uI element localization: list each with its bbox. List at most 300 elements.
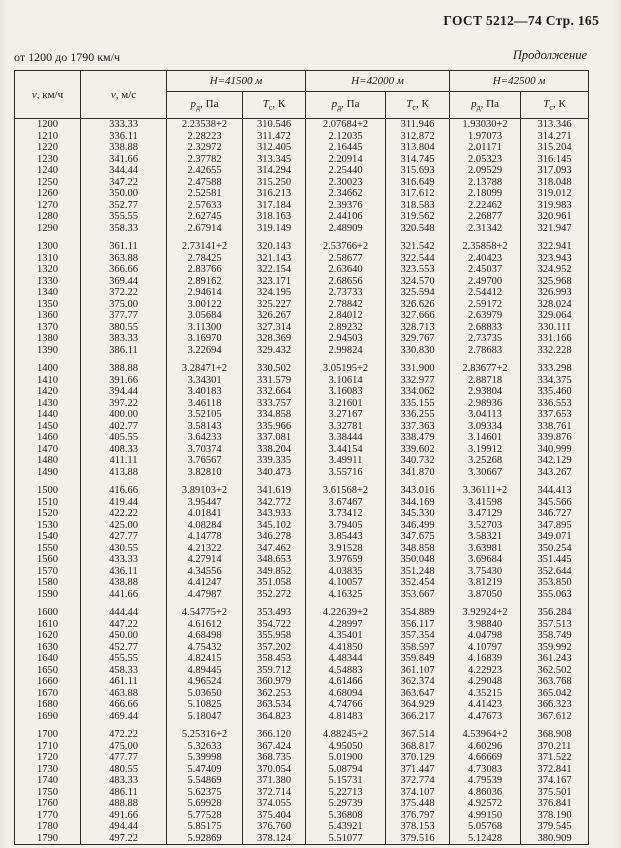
temperature-symbol: Т bbox=[262, 97, 269, 110]
table-cell: 347.22 bbox=[81, 177, 167, 189]
table-cell: 3.30667 bbox=[450, 467, 521, 479]
table-cell: 313.345 bbox=[243, 154, 306, 166]
table-row bbox=[15, 386, 589, 398]
table-cell: 391.66 bbox=[81, 375, 167, 387]
table-cell: 350.00 bbox=[81, 188, 167, 200]
pressure-subscript: д bbox=[476, 103, 481, 113]
table-cell: 3.41598 bbox=[450, 497, 521, 509]
table-cell: 4.75432 bbox=[167, 642, 243, 654]
table-cell: 359.849 bbox=[386, 653, 450, 665]
table-cell: 323.943 bbox=[521, 253, 589, 265]
table-cell: 336.553 bbox=[521, 398, 589, 410]
table-cell: 1350 bbox=[37, 298, 58, 310]
table-cell: 375.448 bbox=[386, 798, 450, 810]
table-cell: 1.93030+2 bbox=[450, 119, 521, 131]
table-cell: 3.36111+2 bbox=[450, 485, 521, 497]
table-cell: 372.22 bbox=[81, 287, 167, 299]
temperature-unit: , К bbox=[552, 97, 566, 110]
table-cell: 1400 bbox=[37, 363, 58, 374]
table-row bbox=[15, 241, 589, 253]
table-cell: 1690 bbox=[37, 710, 58, 722]
table-cell: 359.992 bbox=[521, 642, 589, 654]
table-cell: 1460 bbox=[37, 432, 58, 443]
table-cell: 4.34556 bbox=[167, 566, 243, 578]
table-cell: 3.00122 bbox=[167, 299, 243, 311]
table-cell: 3.32781 bbox=[306, 421, 386, 433]
table-cell: 1210 bbox=[37, 130, 58, 142]
table-cell: 366.120 bbox=[243, 729, 306, 741]
table-cell: 342.129 bbox=[521, 455, 589, 467]
table-cell: 4.35215 bbox=[450, 688, 521, 700]
table-cell: 4.86036 bbox=[450, 787, 521, 799]
table-cell: 318.583 bbox=[386, 200, 450, 212]
table-cell: 4.66669 bbox=[450, 752, 521, 764]
table-cell: 1270 bbox=[37, 199, 58, 211]
table-cell: 341.66 bbox=[81, 154, 167, 166]
table-cell: 1490 bbox=[37, 466, 58, 478]
table-cell: 343.933 bbox=[243, 508, 306, 520]
table-cell: 376.841 bbox=[521, 798, 589, 810]
table-cell: 5.85175 bbox=[167, 821, 243, 833]
table-cell: 372.774 bbox=[386, 775, 450, 787]
table-cell: 4.61612 bbox=[167, 619, 243, 631]
table-cell: 1620 bbox=[37, 630, 58, 641]
table-cell: 3.05684 bbox=[167, 310, 243, 322]
table-cell: 357.513 bbox=[521, 619, 589, 631]
table-cell: 2.44106 bbox=[306, 211, 386, 223]
table-cell: 368.908 bbox=[521, 729, 589, 741]
speed-kmh-unit: , км/ч bbox=[36, 88, 64, 101]
table-cell: 377.77 bbox=[81, 310, 167, 322]
table-cell: 338.204 bbox=[243, 444, 306, 456]
table-cell: 494.44 bbox=[81, 821, 167, 833]
table-cell: 413.88 bbox=[81, 467, 167, 479]
table-cell: 362.374 bbox=[386, 676, 450, 688]
temperature-subscript: с bbox=[268, 103, 273, 113]
table-row bbox=[15, 322, 589, 334]
table-cell: 1560 bbox=[37, 554, 58, 565]
table-row bbox=[15, 200, 589, 212]
table-row bbox=[15, 287, 589, 299]
table-cell: 472.22 bbox=[81, 729, 167, 741]
table-cell: 4.28997 bbox=[306, 619, 386, 631]
table-cell: 353.667 bbox=[386, 589, 450, 601]
table-cell: 2.68833 bbox=[450, 322, 521, 334]
table-cell: 338.479 bbox=[386, 432, 450, 444]
table-cell: 3.63981 bbox=[450, 543, 521, 555]
table-cell: 3.34301 bbox=[167, 375, 243, 387]
table-cell: 1260 bbox=[37, 188, 58, 199]
table-cell: 1360 bbox=[37, 310, 58, 321]
table-cell: 3.95447 bbox=[167, 497, 243, 509]
group-header-h41500: Н=41500 м bbox=[167, 71, 306, 92]
table-cell: 370.129 bbox=[386, 752, 450, 764]
table-cell: 4.27914 bbox=[167, 554, 243, 566]
table-cell: 350.048 bbox=[386, 554, 450, 566]
table-cell: 2.48909 bbox=[306, 223, 386, 235]
col-header-pressure-1 bbox=[167, 92, 243, 119]
table-cell: 1290 bbox=[37, 222, 58, 234]
table-cell: 334.375 bbox=[521, 375, 589, 387]
table-cell: 310.546 bbox=[243, 119, 306, 131]
table-cell: 438.88 bbox=[81, 577, 167, 589]
table-cell: 5.32633 bbox=[167, 741, 243, 753]
table-row bbox=[15, 752, 589, 764]
table-cell: 349.852 bbox=[243, 566, 306, 578]
table-cell: 353.850 bbox=[521, 577, 589, 589]
temperature-symbol: Т bbox=[543, 97, 550, 110]
table-cell: 358.597 bbox=[386, 642, 450, 654]
table-cell: 376.797 bbox=[386, 810, 450, 822]
table-row bbox=[15, 821, 589, 833]
table-cell: 2.49700 bbox=[450, 276, 521, 288]
table-cell: 2.23538+2 bbox=[167, 119, 243, 131]
table-cell: 5.92869 bbox=[167, 833, 243, 845]
table-cell: 2.78842 bbox=[306, 299, 386, 311]
table-row bbox=[15, 833, 589, 845]
table-cell: 319.012 bbox=[521, 188, 589, 200]
table-cell: 3.58143 bbox=[167, 421, 243, 433]
table-cell: 411.11 bbox=[81, 455, 167, 467]
table-cell: 3.09334 bbox=[450, 421, 521, 433]
table-cell: 2.26877 bbox=[450, 211, 521, 223]
table-row bbox=[15, 345, 589, 357]
table-cell: 315.204 bbox=[521, 142, 589, 154]
table-row bbox=[15, 711, 589, 723]
table-cell: 363.768 bbox=[521, 676, 589, 688]
table-cell: 480.55 bbox=[81, 764, 167, 776]
table-cell: 340.732 bbox=[386, 455, 450, 467]
table-cell: 372.841 bbox=[521, 764, 589, 776]
table-cell: 348.858 bbox=[386, 543, 450, 555]
table-cell: 323.553 bbox=[386, 264, 450, 276]
table-cell: 402.77 bbox=[81, 421, 167, 433]
table-cell: 5.36808 bbox=[306, 810, 386, 822]
table-row bbox=[15, 299, 589, 311]
table-cell: 356.117 bbox=[386, 619, 450, 631]
table-cell: 1480 bbox=[37, 455, 58, 466]
table-cell: 378.190 bbox=[521, 810, 589, 822]
table-cell: 1570 bbox=[37, 565, 58, 577]
table-cell: 3.46118 bbox=[167, 398, 243, 410]
table-cell: 3.67467 bbox=[306, 497, 386, 509]
group-gap bbox=[15, 722, 589, 729]
table-cell: 4.54883 bbox=[306, 665, 386, 677]
table-cell: 350.254 bbox=[521, 543, 589, 555]
table-cell: 328.024 bbox=[521, 299, 589, 311]
table-cell: 322.544 bbox=[386, 253, 450, 265]
temperature-subscript: с bbox=[412, 103, 416, 113]
table-cell: 368.817 bbox=[386, 741, 450, 753]
table-cell: 2.88718 bbox=[450, 375, 521, 387]
table-cell: 2.73735 bbox=[450, 333, 521, 345]
table-cell: 371.380 bbox=[243, 775, 306, 787]
table-cell: 347.462 bbox=[243, 543, 306, 555]
table-cell: 326.993 bbox=[521, 287, 589, 299]
temperature-unit: , К bbox=[272, 97, 286, 110]
speed-kmh-symbol: v bbox=[31, 88, 37, 101]
table-cell: 1760 bbox=[37, 798, 58, 809]
table-cell: 353.493 bbox=[243, 607, 306, 619]
table-body bbox=[15, 119, 589, 845]
table-cell: 361.243 bbox=[521, 653, 589, 665]
col-header-pressure-3 bbox=[450, 92, 521, 119]
table-row bbox=[15, 264, 589, 276]
table-cell: 400.00 bbox=[81, 409, 167, 421]
table-cell: 1430 bbox=[37, 397, 58, 409]
table-row bbox=[15, 764, 589, 776]
table-cell: 3.52105 bbox=[167, 409, 243, 421]
table-cell: 376.760 bbox=[243, 821, 306, 833]
table-cell: 337.363 bbox=[386, 421, 450, 433]
table-cell: 3.73412 bbox=[306, 508, 386, 520]
table-cell: 352.454 bbox=[386, 577, 450, 589]
table-cell: 416.66 bbox=[81, 485, 167, 497]
temperature-symbol: Т bbox=[406, 97, 413, 110]
table-cell: 3.61568+2 bbox=[306, 485, 386, 497]
table-cell: 320.548 bbox=[386, 223, 450, 235]
table-cell: 339.335 bbox=[243, 455, 306, 467]
table-cell: 5.12428 bbox=[450, 833, 521, 845]
table-cell: 364.823 bbox=[243, 711, 306, 723]
table-cell: 327.314 bbox=[243, 322, 306, 334]
table-cell: 2.99824 bbox=[306, 345, 386, 357]
table-cell: 318.048 bbox=[521, 177, 589, 189]
table-cell: 1720 bbox=[37, 752, 58, 763]
table-cell: 351.058 bbox=[243, 577, 306, 589]
table-cell: 5.51077 bbox=[306, 833, 386, 845]
table-cell: 332.228 bbox=[521, 345, 589, 357]
table-cell: 313.804 bbox=[386, 142, 450, 154]
table-cell: 3.79405 bbox=[306, 520, 386, 532]
table-cell: 2.62745 bbox=[167, 211, 243, 223]
table-cell: 329.767 bbox=[386, 333, 450, 345]
table-cell: 2.59172 bbox=[450, 299, 521, 311]
table-cell: 3.40183 bbox=[167, 386, 243, 398]
table-cell: 313.346 bbox=[521, 119, 589, 131]
table-cell: 366.217 bbox=[386, 711, 450, 723]
table-row bbox=[15, 444, 589, 456]
table-cell: 324.952 bbox=[521, 264, 589, 276]
table-cell: 4.21322 bbox=[167, 543, 243, 555]
table-cell: 4.60296 bbox=[450, 741, 521, 753]
table-cell: 3.10614 bbox=[306, 375, 386, 387]
table-cell: 3.52703 bbox=[450, 520, 521, 532]
table-cell: 320.143 bbox=[243, 241, 306, 253]
table-cell: 362.253 bbox=[243, 688, 306, 700]
table-cell: 325.968 bbox=[521, 276, 589, 288]
table-cell: 352.272 bbox=[243, 589, 306, 601]
table-cell: 3.91528 bbox=[306, 543, 386, 555]
table-cell: 2.68656 bbox=[306, 276, 386, 288]
table-row bbox=[15, 798, 589, 810]
continuation-label: Продолжение bbox=[512, 48, 587, 62]
table-cell: 477.77 bbox=[81, 752, 167, 764]
table-cell: 461.11 bbox=[81, 676, 167, 688]
table-cell: 5.10825 bbox=[167, 699, 243, 711]
table-cell: 375.501 bbox=[521, 787, 589, 799]
table-cell: 3.97659 bbox=[306, 554, 386, 566]
table-cell: 362.502 bbox=[521, 665, 589, 677]
table-row bbox=[15, 142, 589, 154]
table-cell: 497.22 bbox=[81, 833, 167, 845]
speed-ms-symbol: v bbox=[110, 88, 116, 101]
table-cell: 3.58321 bbox=[450, 531, 521, 543]
table-cell: 379.516 bbox=[386, 833, 450, 845]
table-cell: 5.08794 bbox=[306, 764, 386, 776]
table-cell: 339.876 bbox=[521, 432, 589, 444]
table-cell: 367.612 bbox=[521, 711, 589, 723]
table-cell: 430.55 bbox=[81, 543, 167, 555]
table-cell: 372.714 bbox=[243, 787, 306, 799]
table-cell: 3.21601 bbox=[306, 398, 386, 410]
table-cell: 4.89445 bbox=[167, 665, 243, 677]
table-cell: 322.154 bbox=[243, 264, 306, 276]
table-cell: 1380 bbox=[37, 333, 58, 344]
table-cell: 4.01841 bbox=[167, 508, 243, 520]
table-cell: 1370 bbox=[37, 321, 58, 333]
table-cell: 368.735 bbox=[243, 752, 306, 764]
table-cell: 358.749 bbox=[521, 630, 589, 642]
table-cell: 321.947 bbox=[521, 223, 589, 235]
table-cell: 366.66 bbox=[81, 264, 167, 276]
table-cell: 378.153 bbox=[386, 821, 450, 833]
table-cell: 2.37782 bbox=[167, 154, 243, 166]
table-cell: 4.16839 bbox=[450, 653, 521, 665]
table-cell: 2.01171 bbox=[450, 142, 521, 154]
table-cell: 2.25440 bbox=[306, 165, 386, 177]
table-cell: 1200 bbox=[37, 119, 58, 130]
table-row bbox=[15, 467, 589, 479]
table-cell: 4.99150 bbox=[450, 810, 521, 822]
table-cell: 1250 bbox=[37, 176, 58, 188]
table-row bbox=[15, 177, 589, 189]
table-cell: 3.85443 bbox=[306, 531, 386, 543]
table-row bbox=[15, 485, 589, 497]
table-cell: 3.19912 bbox=[450, 444, 521, 456]
table-cell: 370.211 bbox=[521, 741, 589, 753]
table-cell: 4.48344 bbox=[306, 653, 386, 665]
table-cell: 4.04798 bbox=[450, 630, 521, 642]
table-cell: 1670 bbox=[37, 687, 58, 699]
table-row bbox=[15, 409, 589, 421]
pressure-subscript: д bbox=[337, 103, 342, 113]
pressure-unit: , Па bbox=[480, 97, 499, 110]
table-cell: 321.542 bbox=[386, 241, 450, 253]
table-cell: 2.09529 bbox=[450, 165, 521, 177]
table-row bbox=[15, 607, 589, 619]
table-cell: 4.29048 bbox=[450, 676, 521, 688]
table-cell: 2.84012 bbox=[306, 310, 386, 322]
table-cell: 312.405 bbox=[243, 142, 306, 154]
table-cell: 4.41247 bbox=[167, 577, 243, 589]
table-row bbox=[15, 253, 589, 265]
group-header-h42000: Н=42000 м bbox=[306, 71, 450, 92]
table-cell: 342.772 bbox=[243, 497, 306, 509]
table-cell: 452.77 bbox=[81, 642, 167, 654]
table-cell: 2.47588 bbox=[167, 177, 243, 189]
table-row bbox=[15, 363, 589, 375]
table-row bbox=[15, 531, 589, 543]
table-cell: 1710 bbox=[37, 740, 58, 752]
table-cell: 2.83677+2 bbox=[450, 363, 521, 375]
table-row bbox=[15, 455, 589, 467]
table-cell: 320.961 bbox=[521, 211, 589, 223]
table-cell: 343.267 bbox=[521, 467, 589, 479]
table-cell: 1520 bbox=[37, 508, 58, 519]
table-cell: 394.44 bbox=[81, 386, 167, 398]
col-header-pressure-2 bbox=[306, 92, 386, 119]
table-cell: 1310 bbox=[37, 252, 58, 264]
table-cell: 374.055 bbox=[243, 798, 306, 810]
table-cell: 1420 bbox=[37, 386, 58, 397]
table-cell: 359.712 bbox=[243, 665, 306, 677]
table-row bbox=[15, 119, 589, 131]
table-cell: 4.22639+2 bbox=[306, 607, 386, 619]
table-cell: 315.693 bbox=[386, 165, 450, 177]
table-cell: 4.82415 bbox=[167, 653, 243, 665]
table-cell: 325.594 bbox=[386, 287, 450, 299]
table-cell: 314.294 bbox=[243, 165, 306, 177]
col-header-temperature-1 bbox=[243, 92, 306, 119]
table-row bbox=[15, 543, 589, 555]
table-cell: 345.102 bbox=[243, 520, 306, 532]
table-cell: 3.05195+2 bbox=[306, 363, 386, 375]
table-cell: 2.40423 bbox=[450, 253, 521, 265]
range-label: от 1200 до 1790 км/ч bbox=[14, 50, 120, 64]
table-cell: 363.647 bbox=[386, 688, 450, 700]
table-cell: 348.653 bbox=[243, 554, 306, 566]
doc-header: ГОСТ 5212—74 Стр. 165 bbox=[443, 13, 599, 28]
table-cell: 5.43921 bbox=[306, 821, 386, 833]
table-cell: 4.81483 bbox=[306, 711, 386, 723]
table-cell: 333.33 bbox=[81, 119, 167, 131]
table-cell: 351.445 bbox=[521, 554, 589, 566]
table-cell: 326.267 bbox=[243, 310, 306, 322]
table-cell: 2.52581 bbox=[167, 188, 243, 200]
table-cell: 330.502 bbox=[243, 363, 306, 375]
table-row bbox=[15, 508, 589, 520]
table-cell: 361.107 bbox=[386, 665, 450, 677]
table-row bbox=[15, 276, 589, 288]
table-cell: 3.64233 bbox=[167, 432, 243, 444]
table-cell: 340.999 bbox=[521, 444, 589, 456]
table-cell: 374.167 bbox=[521, 775, 589, 787]
table-cell: 2.45037 bbox=[450, 264, 521, 276]
table-cell: 4.47987 bbox=[167, 589, 243, 601]
table-cell: 486.11 bbox=[81, 787, 167, 799]
table-cell: 333.298 bbox=[521, 363, 589, 375]
table-row bbox=[15, 741, 589, 753]
table-cell: 344.169 bbox=[386, 497, 450, 509]
table-cell: 2.42655 bbox=[167, 165, 243, 177]
table-cell: 4.16325 bbox=[306, 589, 386, 601]
table-row bbox=[15, 665, 589, 677]
table-cell: 2.63979 bbox=[450, 310, 521, 322]
table-cell: 336.255 bbox=[386, 409, 450, 421]
table-cell: 4.88245+2 bbox=[306, 729, 386, 741]
table-cell: 2.16445 bbox=[306, 142, 386, 154]
table-cell: 2.53766+2 bbox=[306, 241, 386, 253]
pressure-unit: , Па bbox=[200, 97, 219, 110]
table-cell: 2.34662 bbox=[306, 188, 386, 200]
table-cell: 3.81219 bbox=[450, 577, 521, 589]
table-cell: 2.20914 bbox=[306, 154, 386, 166]
table-cell: 339.602 bbox=[386, 444, 450, 456]
table-cell: 330.830 bbox=[386, 345, 450, 357]
table-cell: 356.284 bbox=[521, 607, 589, 619]
table-cell: 1340 bbox=[37, 287, 58, 298]
